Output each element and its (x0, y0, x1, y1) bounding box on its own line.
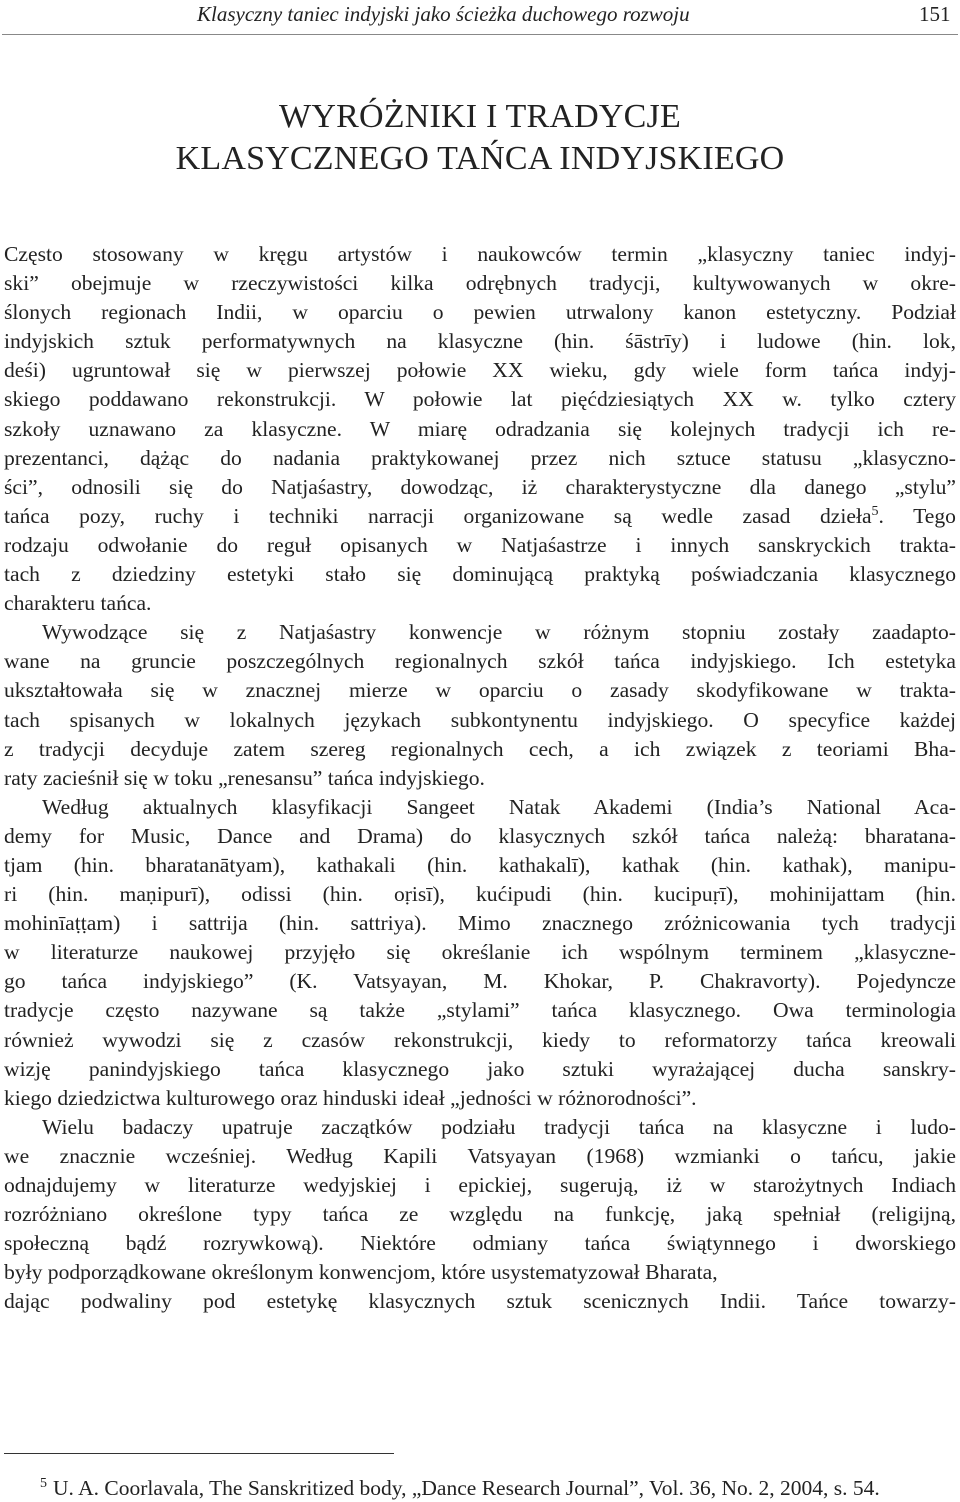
body-text (4, 240, 956, 1316)
body-line: ukształtowała się w znacznej mierze w oparciu o zasady skodyfikowane w trakta- (4, 678, 956, 703)
body-line: ślonych regionach Indii, w oparciu o pewien utrwalony kanon estetyczny. Podział (4, 300, 956, 325)
body-line: dając podwaliny pod estetykę klasycznych sztuk scenicznych Indii. Tańce towarzy- (4, 1289, 956, 1314)
body-line: charakteru tańca. (4, 591, 152, 616)
body-line: tach spisanych w lokalnych językach subkontynentu indyjskiego. O specyfice każdej (4, 707, 956, 732)
footnote-number: 5 (40, 1476, 47, 1491)
body-line: wane na gruncie poszczególnych regionalnych szkół tańca indyjskiego. Ich estetyka (4, 649, 956, 674)
body-line: ści”, odnosili się do Natjaśastry, dowodząc, iż charakterystyczne dla danego „stylu” (4, 474, 956, 499)
body-line: raty zacieśnił się w toku „renesansu” tańca indyjskiego. (4, 765, 485, 790)
body-line: wizję panindyjskiego tańca klasycznego jako sztuki wyrażającej ducha sanskry- (4, 1056, 956, 1081)
body-line: mohinīaṭṭam) i sattrija (hin. sattriya). Mimo znacznego zróżnicowania tych tradycji (4, 911, 956, 936)
footnote-rule (4, 1453, 394, 1454)
body-line: tjam (hin. bharatanātyam), kathakali (hin. kathakalī), kathak (hin. kathak), manipu- (4, 852, 956, 877)
body-line-tail: . Tego (878, 503, 956, 528)
section-title-line-1: WYRÓŻNIKI I TRADYCJE (279, 98, 681, 135)
body-line: skiego poddawano rekonstrukcji. W połowie lat pięćdziesiątych XX w. tylko cztery (4, 387, 956, 412)
body-line: Według aktualnych klasyfikacji Sangeet Natak Akademi (India’s National Aca- (42, 794, 956, 819)
body-line: były podporządkowane określonym konwencjom, które usystematyzował Bharata, (4, 1260, 718, 1285)
body-line: tradycje często nazywane są także „stylami” tańca klasycznego. Owa terminologia (4, 998, 956, 1023)
body-line: również wywodzi się z czasów rekonstrukcji, kiedy to reformatorzy tańca kreowali (4, 1027, 956, 1052)
body-line: demy for Music, Dance and Drama) do klasycznych szkół tańca należą: bharatana- (4, 823, 956, 848)
body-line: tańca pozy, ruchy i techniki narracji organizowane są wedle zasad dzieła$^5$. Tego (4, 503, 956, 528)
body-line: w literaturze naukowej przyjęło się określanie ich wspólnym terminem „klasyczne- (4, 940, 956, 965)
body-line: rozróżniano określone typy tańca ze względu na funkcję, jaką spełniał (religijną, (4, 1202, 956, 1227)
section-title-line-2: KLASYCZNEGO TAŃCA INDYJSKIEGO (175, 140, 785, 177)
body-line: indyjskich sztuk performatywnych na klasyczne (hin. śāstrīy) i ludowe (hin. lok, (4, 329, 956, 354)
body-line: z tradycji decyduje zatem szereg regionalnych cech, a ich związek z teoriami Bha- (4, 736, 956, 761)
body-line: ri (hin. maṇipurī), odissi (hin. oṛisī), kućipudi (hin. kucipuṛī), mohinijattam (hin. (4, 882, 956, 907)
body-line: Często stosowany w kręgu artystów i naukowców termin „klasyczny taniec indyj- (4, 242, 956, 266)
footnote-reference[interactable]: 5 (871, 503, 879, 519)
body-line: prezentanci, dążąc do nadania praktykowanej przez nich sztuce statusu „klasyczno- (4, 445, 956, 470)
body-line: Wywodzące się z Natjaśastry konwencje w różnym stopniu zostały zaadapto- (42, 620, 956, 645)
body-line: odnajdujemy w literaturze wedyjskiej i epickiej, sugerują, iż w starożytnych Indiach (4, 1173, 956, 1197)
body-line: tach z dziedziny estetyki stało się dominującą praktyką poświadczania klasycznego (4, 562, 956, 587)
body-line: go tańca indyjskiego” (K. Vatsyayan, M. Khokar, P. Chakravorty). Pojedyncze (4, 969, 956, 994)
header-rule (2, 34, 958, 35)
footnote (40, 1470, 880, 1502)
body-line: rodzaju odwołanie do reguł opisanych w Natjaśastrze i innych sanskryckich trakta- (4, 532, 956, 557)
running-title: Klasyczny taniec indyjski jako ścieżka duchowego rozwoju (197, 2, 690, 26)
page-number: 151 (919, 2, 951, 26)
body-line: kiego dziedzictwa kulturowego oraz hinduski ideał „jedności w różnorodności”. (4, 1085, 697, 1110)
running-header (0, 0, 960, 36)
footnote-text: U. A. Coorlavala, The Sanskritized body, „Dance Research Journal”, Vol. 36, No. 2, 2004, s. 54. (53, 1476, 880, 1500)
body-line: społeczną bądź rozrywkową). Niektóre odmiany tańca świątynnego i dworskiego (4, 1231, 956, 1256)
body-line: Wielu badaczy upatruje zaczątków podziału tradycji tańca na klasyczne i ludo- (42, 1114, 956, 1139)
body-line: deśi) ugruntował się w pierwszej połowie XX wieku, gdy wiele form tańca indyj- (4, 358, 956, 383)
body-line: we znacznie wcześniej. Według Kapili Vatsyayan (1968) wzmianki o tańcu, jakie (4, 1143, 956, 1168)
body-line: ski” obejmuje w rzeczywistości kilka odrębnych tradycji, kultywowanych w okre- (4, 271, 956, 296)
body-line: szkoły uznawano za klasyczne. W miarę odradzania się kolejnych tradycji ich re- (4, 416, 956, 441)
section-title (0, 96, 960, 180)
